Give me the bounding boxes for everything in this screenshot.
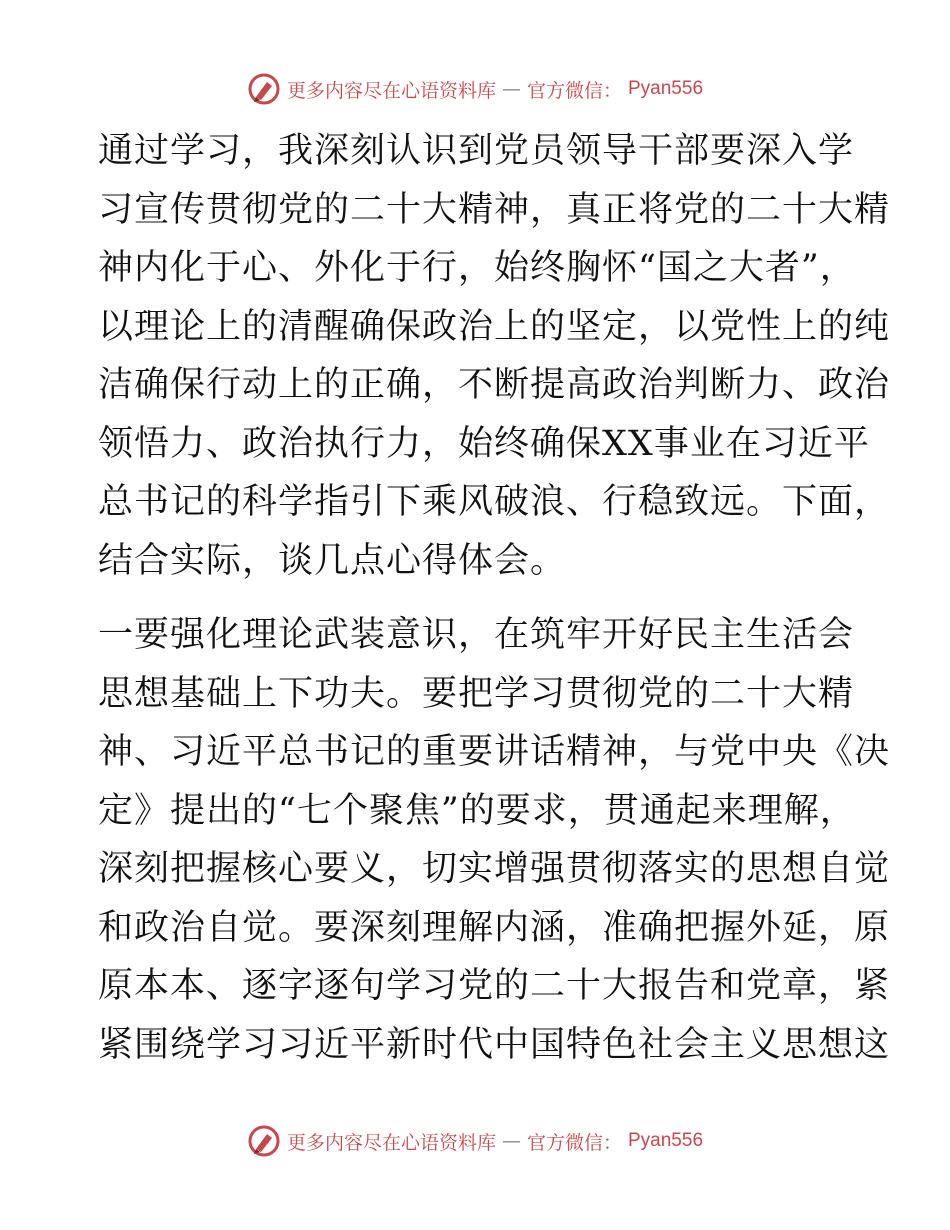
watermark-site-text: 更多内容尽在心语资料库 bbox=[286, 1131, 496, 1154]
footer-watermark bbox=[0, 1124, 950, 1158]
watermark-label: 官方微信： bbox=[526, 1131, 622, 1154]
text-line: 总书记的科学指引下乘风破浪、行稳致远。下面， bbox=[98, 482, 891, 522]
watermark-label: 官方微信： bbox=[526, 79, 622, 102]
text-line: 神内化于心、外化于行，始终胸怀“国之大者”， bbox=[98, 248, 856, 288]
watermark-separator: — bbox=[501, 78, 521, 100]
text-line: 结合实际，谈几点心得体会。 bbox=[98, 540, 567, 581]
text-line: 定》提出的“七个聚焦”的要求，贯通起来理解， bbox=[98, 790, 856, 831]
pen-circle-icon bbox=[247, 1124, 281, 1158]
text-line: 洁确保行动上的正确，不断提高政治判断力、政治 bbox=[98, 365, 891, 405]
watermark-separator: — bbox=[501, 1130, 521, 1152]
text-line: 和政治自觉。要深刻理解内涵，准确把握外延，原 bbox=[98, 907, 891, 948]
text-line: 领悟力、政治执行力，始终确保XX事业在习近平 bbox=[98, 423, 870, 464]
text-line: 习宣传贯彻党的二十大精神，真正将党的二十大精 bbox=[98, 189, 891, 230]
header-watermark bbox=[0, 72, 950, 106]
watermark-handle: Pyan556 bbox=[628, 78, 704, 99]
paragraph-1 bbox=[98, 122, 891, 590]
text-line: 以理论上的清醒确保政治上的坚定，以党性上的纯 bbox=[98, 306, 891, 347]
text-line: 紧围绕学习习近平新时代中国特色社会主义思想这 bbox=[98, 1024, 891, 1065]
text-line: 一要强化理论武装意识，在筑牢开好民主生活会 bbox=[98, 615, 855, 655]
text-line: 深刻把握核心要义，切实增强贯彻落实的思想自觉 bbox=[98, 849, 891, 889]
text-line: 原本本、逐字逐句学习党的二十大报告和党章，紧 bbox=[98, 966, 891, 1006]
pen-circle-icon bbox=[247, 72, 281, 106]
paragraph-2 bbox=[98, 606, 891, 1074]
watermark-handle: Pyan556 bbox=[628, 1130, 704, 1151]
document-body bbox=[98, 122, 891, 1074]
text-line: 思想基础上下功夫。要把学习贯彻党的二十大精 bbox=[98, 673, 855, 714]
text-line: 通过学习，我深刻认识到党员领导干部要深入学 bbox=[98, 131, 855, 171]
watermark-site-text: 更多内容尽在心语资料库 bbox=[286, 79, 496, 102]
text-line: 神、习近平总书记的重要讲话精神，与党中央《决 bbox=[98, 732, 891, 772]
